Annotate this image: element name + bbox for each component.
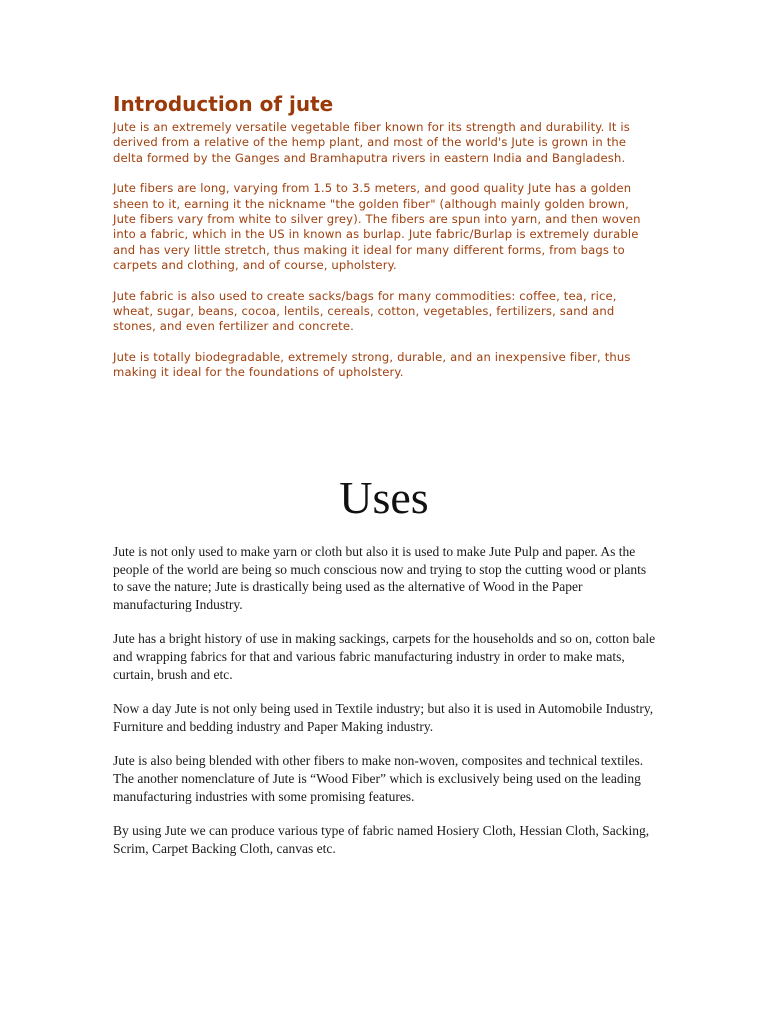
intro-paragraph-2: Jute fibers are long, varying from 1.5 to 3.5 meters, and good quality Jute has a golden sheen to it, earning it the nickname "the golden fiber" (although mainly golden brown, Jute fibers vary from white to silver grey). The fibers are spun into yarn, and then woven into a fabric, which in the US in known as burlap. Jute fabric/Burlap is extremely durable and has very little stretch, thus making it ideal for many different forms, from bags to carpets and clothing, and of course, upholstery. xyxy=(113,181,641,273)
uses-paragraph-3: Now a day Jute is not only being used in Textile industry; but also it is used in Automobile Industry, Furniture and bedding industry and Paper Making industry. xyxy=(113,701,654,734)
uses-paragraph-5: By using Jute we can produce various type of fabric named Hosiery Cloth, Hessian Cloth, Sacking, Scrim, Carpet Backing Cloth, canvas etc. xyxy=(113,823,650,856)
intro-paragraph-1: Jute is an extremely versatile vegetable fiber known for its strength and durability. It is derived from a relative of the hemp plant, and most of the world's Jute is grown in the delta formed by the Ganges and Bramhaputra rivers in eastern India and Bangladesh. xyxy=(113,120,630,165)
uses-paragraph-4: Jute is also being blended with other fibers to make non-woven, composites and technical textiles. The another nomenclature of Jute is “Wood Fiber” which is exclusively being used on the leading manufacturing industries with some promising features. xyxy=(113,753,644,804)
uses-paragraph-2: Jute has a bright history of use in making sackings, carpets for the households and so on, cotton bale and wrapping fabrics for that and various fabric manufacturing industry in order to make mats, curtain, brush and etc. xyxy=(113,631,656,682)
intro-heading: Introduction of jute xyxy=(113,92,334,116)
uses-section xyxy=(113,543,658,874)
uses-heading: Uses xyxy=(339,472,429,523)
uses-paragraph-1: Jute is not only used to make yarn or cloth but also it is used to make Jute Pulp and paper. As the people of the world are being so much conscious now and trying to stop the cutting wood or plants to save the nature; Jute is drastically being used as the alternative of Wood in the Paper manufacturing Industry. xyxy=(113,544,647,612)
intro-section xyxy=(113,92,655,396)
intro-paragraph-3: Jute fabric is also used to create sacks/bags for many commodities: coffee, tea, rice, wheat, sugar, beans, cocoa, lentils, cereals, cotton, vegetables, fertilizers, sand and stones, and even fertilizer and concrete. xyxy=(113,288,617,334)
intro-paragraph-4: Jute is totally biodegradable, extremely strong, durable, and an inexpensive fiber, thus making it ideal for the foundations of upholstery. xyxy=(113,349,631,380)
